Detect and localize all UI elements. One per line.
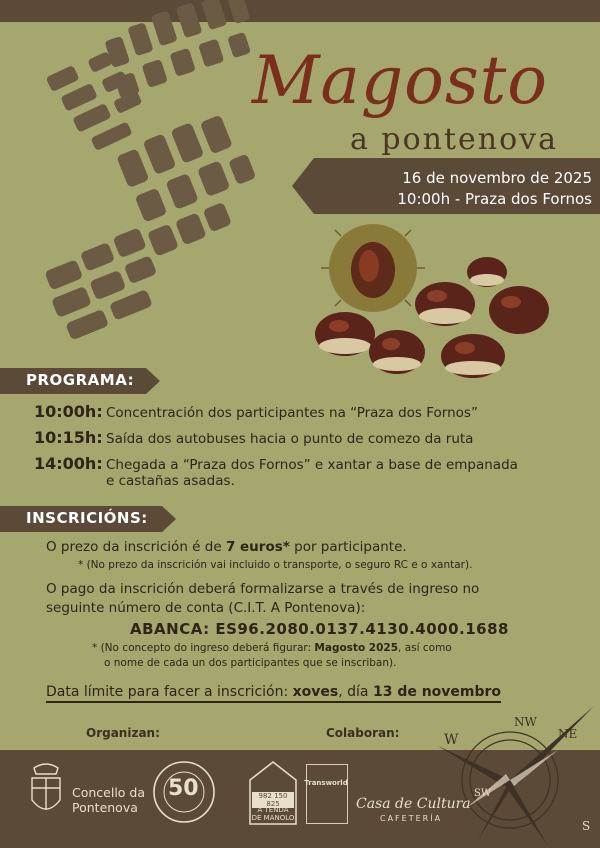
iban-note-suffix: , así como (398, 642, 452, 654)
chestnuts-illustration (305, 222, 565, 382)
shop-name: A TENDA DE MANOLO (251, 806, 295, 822)
anniversary-number: 50 (168, 776, 199, 801)
compass-label: NE (558, 727, 578, 741)
programa-item-time: 10:00h: (34, 402, 103, 421)
casa-cultura-name: Casa de Cultura (356, 796, 471, 812)
chestnut-icon (315, 312, 375, 356)
programa-item-text-cont: e castañas asadas. (106, 473, 235, 489)
compass-label: NW (514, 715, 537, 729)
concello-name-line-2: Pontenova (72, 800, 138, 815)
programa-item-text: Saída dos autobuses hacia o punto de comezo da ruta (106, 431, 474, 447)
programa-item-time: 10:15h: (34, 428, 103, 447)
deadline-line (46, 684, 566, 700)
programa-label: PROGRAMA: (26, 371, 135, 389)
coat-of-arms-icon (28, 760, 64, 824)
compass-rose-icon (418, 700, 600, 848)
iban-note-concept: Magosto 2025 (314, 642, 399, 654)
transworld-box (306, 764, 348, 824)
inscricions-ribbon (0, 506, 176, 532)
price-suffix: por participante. (289, 539, 407, 555)
inscricions-label: INSCRICIÓNS: (26, 509, 148, 527)
compass-label: W (444, 732, 459, 748)
programa-item-text: Chegada a “Praza dos Fornos” e xantar a base de empanada (106, 457, 518, 473)
event-subtitle: a pontenova (349, 122, 559, 157)
iban-note-1 (92, 642, 452, 654)
deadline-date: 13 de novembro (373, 684, 501, 703)
price-line (46, 539, 566, 555)
event-title: Magosto (251, 42, 549, 119)
chestnut-husk-icon (321, 222, 425, 312)
payment-line-1: O pago da inscrición deberá formalizarse a través de ingreso no (46, 581, 480, 597)
price-value: 7 euros* (225, 539, 290, 555)
programa-item-time: 14:00h: (34, 454, 103, 473)
price-note: * (No prezo da inscrición vai incluido o transporte, o seguro RC e o xantar). (78, 559, 473, 571)
event-time-place: 10:00h - Praza dos Fornos (397, 190, 592, 208)
deadline-mid: , día (338, 684, 373, 703)
bank-account: ABANCA: ES96.2080.0137.4130.4000.1688 (130, 620, 509, 638)
date-ribbon (292, 158, 600, 214)
payment-line-2: seguinte número de conta (C.I.T. A Pontenova): (46, 600, 366, 616)
programa-item-text: Concentración dos participantes na “Praza dos Fornos” (106, 405, 478, 421)
concello-name-line-1: Concello da (72, 785, 146, 800)
casa-cultura-subtitle: CAFETERÍA (380, 814, 443, 823)
colaboran-label: Colaboran: (326, 726, 400, 740)
programa-item (34, 454, 574, 489)
programa-ribbon (0, 368, 160, 394)
programa-item (34, 402, 574, 421)
shop-phone: 982 150 825 (252, 792, 294, 808)
organizan-label: Organizan: (86, 726, 160, 740)
compass-label: SW (474, 788, 492, 799)
compass-label: S (582, 819, 591, 833)
event-date: 16 de novembro de 2025 (402, 169, 592, 187)
programa-item (34, 428, 574, 447)
iban-note-2: o nome de cada un dos participantes que se inscriban). (104, 657, 397, 669)
deadline-prefix: Data límite para facer a inscrición: (46, 684, 293, 703)
iban-note-prefix: * (No concepto do ingreso deberá figurar: (92, 642, 315, 654)
deadline-day: xoves (293, 684, 339, 703)
transport-brand: Transworld (304, 779, 348, 787)
price-prefix: O prezo da inscrición é de (46, 539, 226, 555)
